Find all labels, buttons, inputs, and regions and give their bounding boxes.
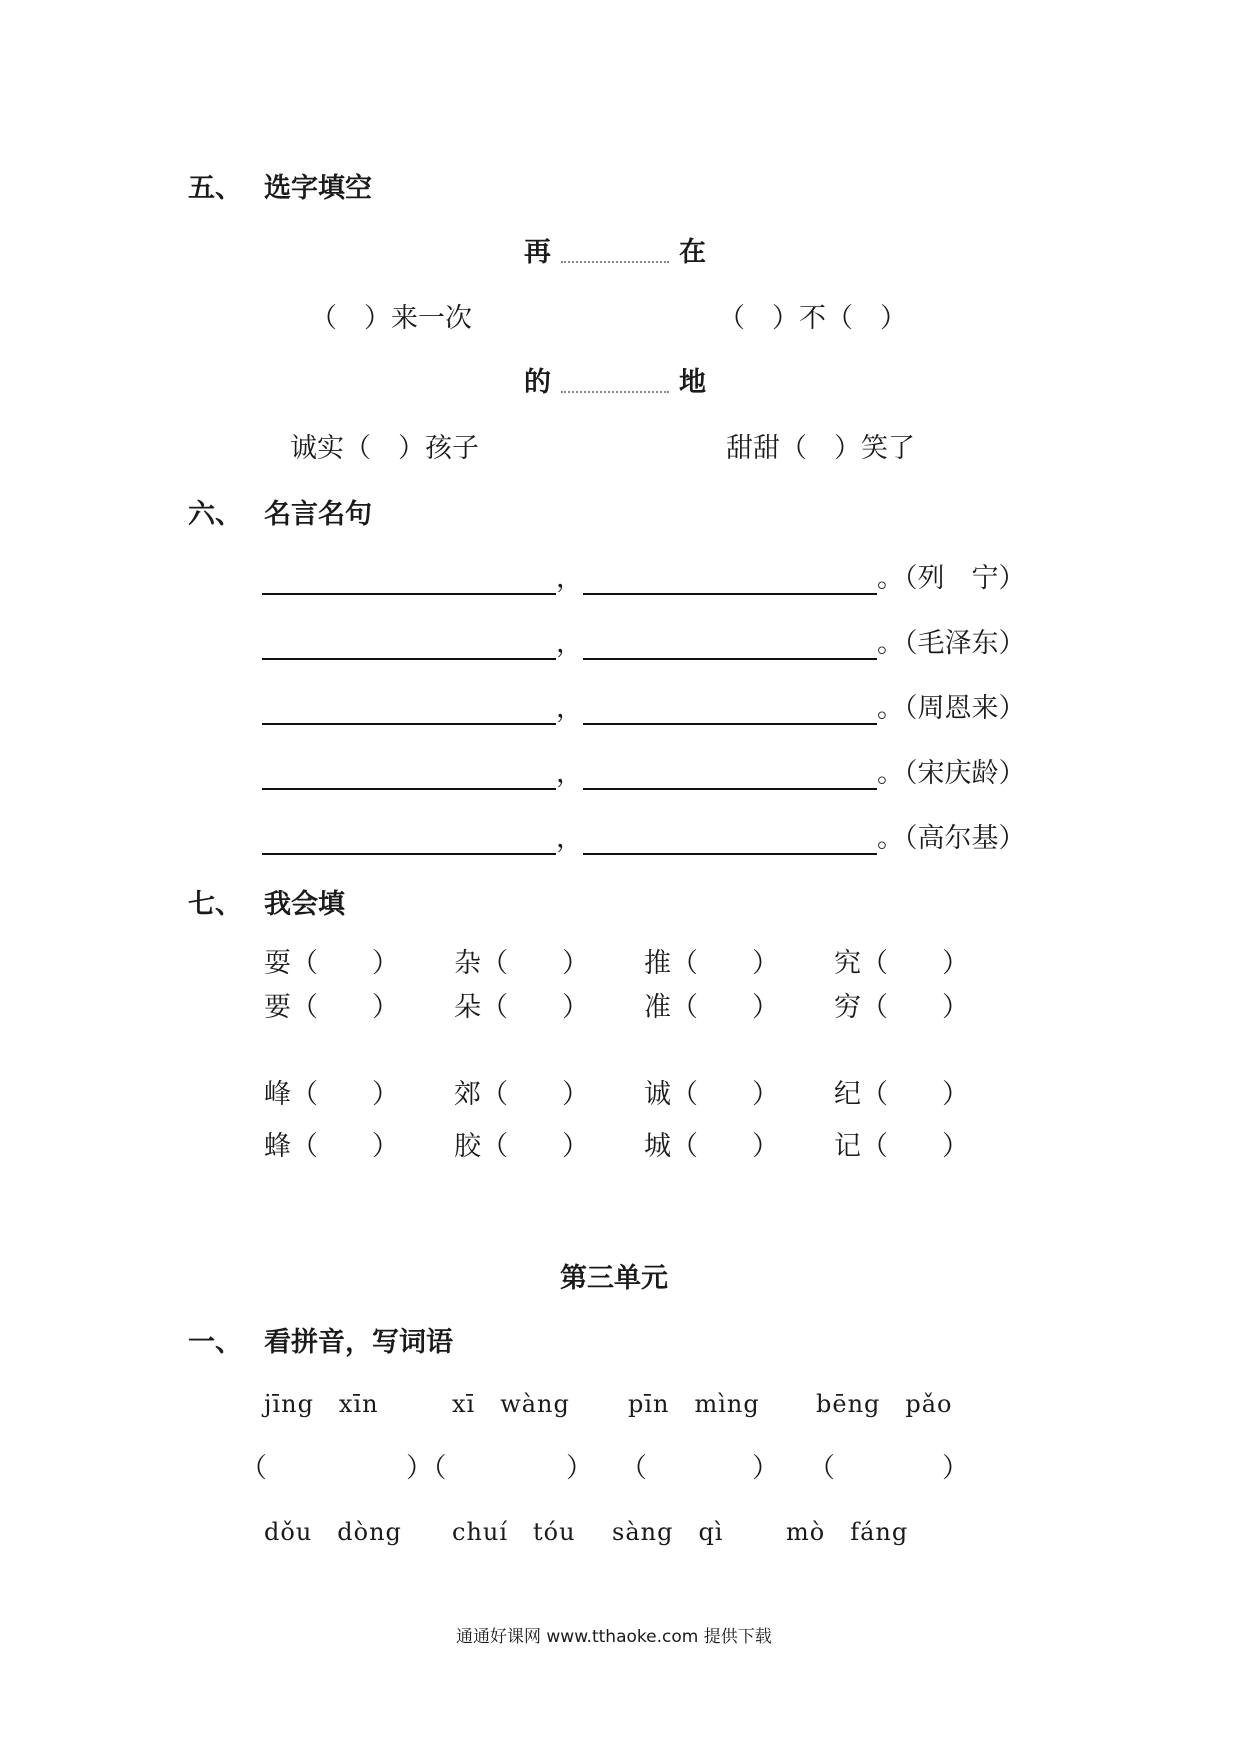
- pinyin-word: chuí tóu: [452, 1518, 576, 1546]
- answer-bracket: （: [240, 1453, 267, 1484]
- char-item: 究（ ）: [834, 948, 969, 979]
- quote-line: [262, 621, 1026, 660]
- word-pair-2: [524, 360, 706, 399]
- quote-author: 。（周恩来）: [877, 693, 1026, 724]
- fill-item: （ ）来一次: [310, 303, 472, 334]
- answer-blank[interactable]: [262, 823, 556, 855]
- answer-blank[interactable]: [583, 693, 877, 725]
- char-item: 准（ ）: [644, 992, 779, 1023]
- quote-line: [262, 751, 1026, 790]
- section-number: 五、: [188, 173, 242, 204]
- pinyin-word: pīn mìng: [628, 1390, 760, 1418]
- answer-blank[interactable]: [262, 693, 556, 725]
- answer-bracket: ）: [752, 1453, 779, 1484]
- answer-blank[interactable]: [262, 628, 556, 660]
- section-title: 看拼音，写词语: [264, 1327, 453, 1358]
- comma: ，: [556, 563, 583, 594]
- answer-bracket: （: [620, 1453, 647, 1484]
- quote-author: 。（列 宁）: [877, 563, 1026, 594]
- answer-bracket: （: [808, 1453, 835, 1484]
- answer-blank[interactable]: [583, 758, 877, 790]
- char-item: 穷（ ）: [834, 992, 969, 1023]
- quote-author: 。（高尔基）: [877, 823, 1026, 854]
- comma: ，: [556, 823, 583, 854]
- section-title: 选字填空: [264, 173, 372, 204]
- fill-item: 甜甜（ ）笑了: [726, 433, 915, 464]
- comma: ，: [556, 693, 583, 724]
- answer-blank[interactable]: [262, 563, 556, 595]
- pinyin-word: dǒu dòng: [264, 1518, 402, 1546]
- pinyin-word: bēng pǎo: [816, 1390, 953, 1418]
- dotted-divider: [561, 391, 669, 393]
- char-item: 推（ ）: [644, 948, 779, 979]
- char-item: 耍（ ）: [264, 948, 399, 979]
- comma: ，: [556, 628, 583, 659]
- char-item: 记（ ）: [834, 1131, 969, 1162]
- quote-line: [262, 816, 1026, 855]
- pinyin-word: xī wàng: [452, 1390, 570, 1418]
- quote-line: [262, 686, 1026, 725]
- pinyin-word: jīng xīn: [264, 1390, 379, 1418]
- answer-blank[interactable]: [583, 823, 877, 855]
- section5-heading: [188, 166, 588, 202]
- char-item: 峰（ ）: [264, 1079, 399, 1110]
- word-pair-1: [524, 230, 706, 269]
- quote-author: 。（毛泽东）: [877, 628, 1026, 659]
- char-item: 要（ ）: [264, 992, 399, 1023]
- unit-title: 第三单元: [560, 1263, 668, 1294]
- section-number: 七、: [188, 889, 242, 920]
- pinyin-word: mò fáng: [786, 1518, 909, 1546]
- word-a: 再: [524, 237, 551, 268]
- word-b: 地: [679, 367, 706, 398]
- char-item: 诚（ ）: [644, 1079, 779, 1110]
- word-a: 的: [524, 367, 551, 398]
- answer-blank[interactable]: [583, 563, 877, 595]
- char-item: 城（ ）: [644, 1131, 779, 1162]
- section-number: 六、: [188, 499, 242, 530]
- char-item: 郊（ ）: [454, 1079, 589, 1110]
- char-item: 胶（ ）: [454, 1131, 589, 1162]
- char-item: 纪（ ）: [834, 1079, 969, 1110]
- quote-author: 。（宋庆龄）: [877, 758, 1026, 789]
- page-footer: 通通好课网 www.tthaoke.com 提供下载: [456, 1627, 772, 1647]
- word-b: 在: [679, 237, 706, 268]
- char-item: 朵（ ）: [454, 992, 589, 1023]
- answer-blank[interactable]: [262, 758, 556, 790]
- section-number: 一、: [188, 1327, 242, 1358]
- section6-heading: [188, 492, 588, 528]
- answer-bracket: ）: [566, 1453, 593, 1484]
- pinyin-word: sàng qì: [612, 1518, 724, 1546]
- char-item: 蜂（ ）: [264, 1131, 399, 1162]
- section7-heading: [188, 882, 588, 918]
- unit3-section1-heading: [188, 1320, 688, 1356]
- fill-item: （ ）不（ ）: [718, 303, 907, 334]
- answer-bracket: ）: [942, 1453, 969, 1484]
- quote-line: [262, 556, 1026, 595]
- answer-blank[interactable]: [583, 628, 877, 660]
- section-title: 我会填: [264, 889, 345, 920]
- comma: ，: [556, 758, 583, 789]
- answer-bracket: ）（: [406, 1453, 447, 1484]
- section-title: 名言名句: [264, 499, 372, 530]
- dotted-divider: [561, 261, 669, 263]
- fill-item: 诚实（ ）孩子: [290, 433, 479, 464]
- char-item: 杂（ ）: [454, 948, 589, 979]
